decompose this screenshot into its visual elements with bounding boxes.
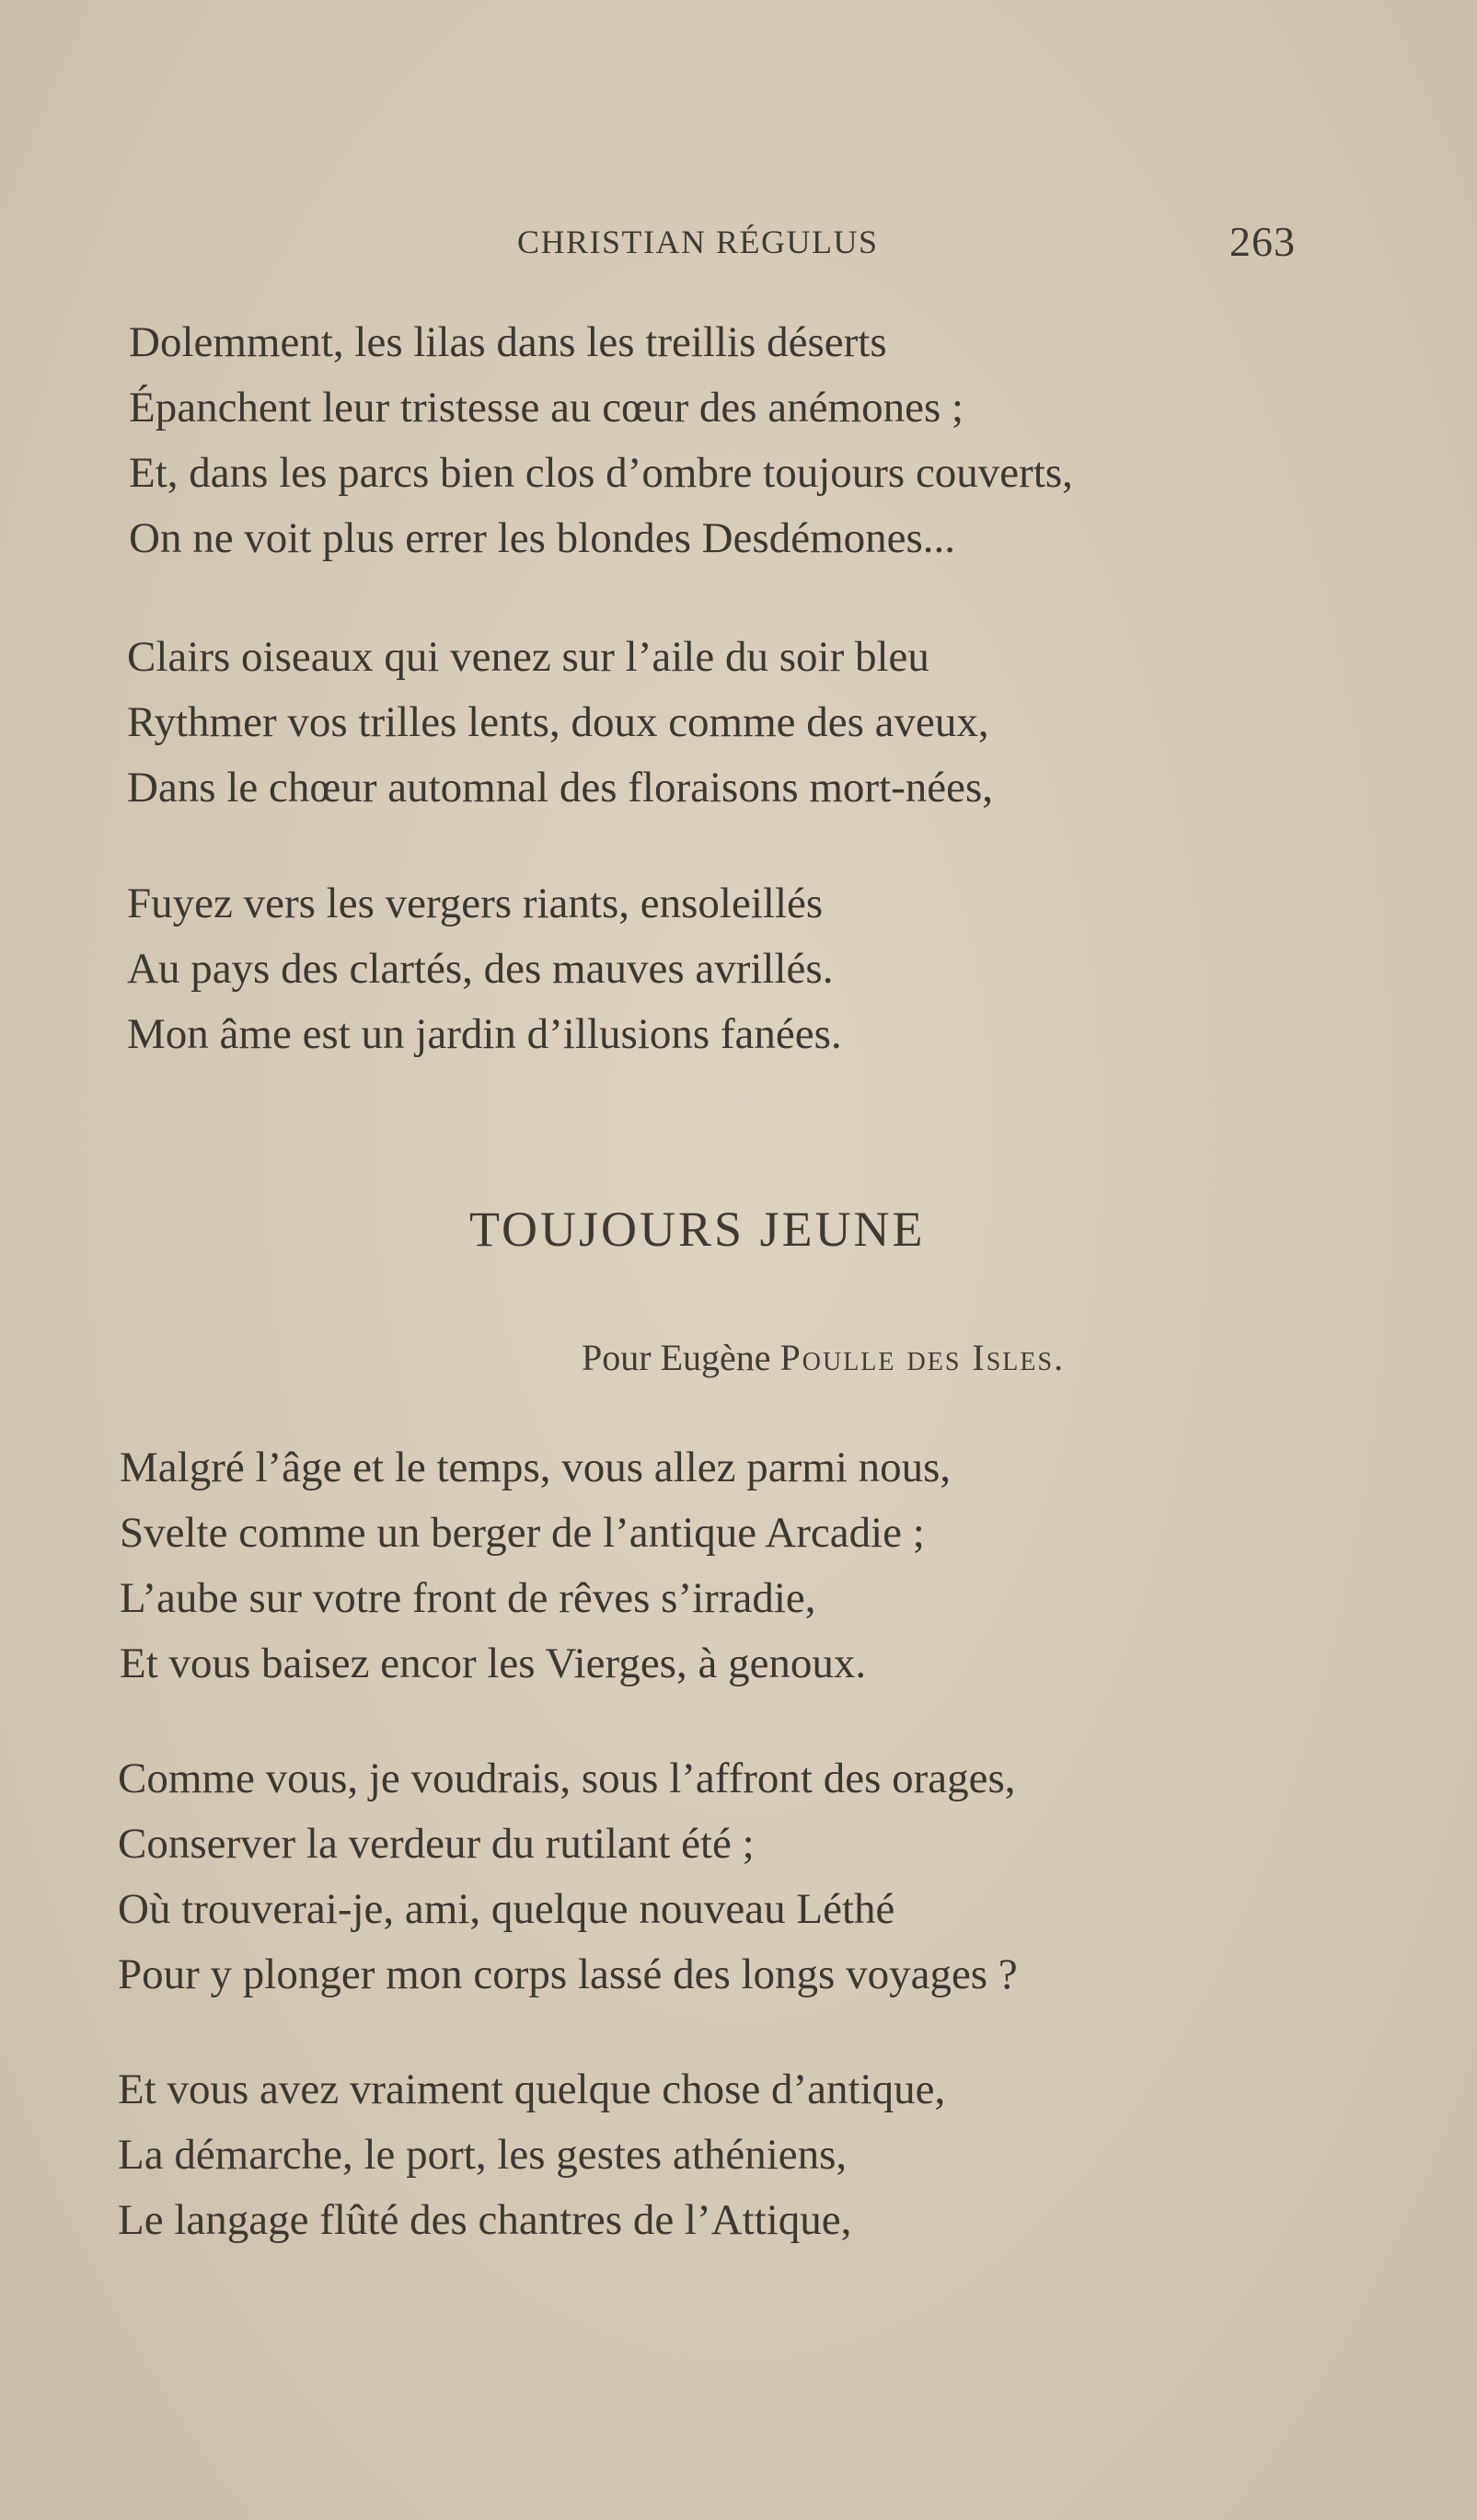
verse-line: Rythmer vos trilles lents, doux comme des aveux, — [127, 698, 989, 746]
verse-line: Dans le chœur automnal des floraisons mort-nées, — [127, 764, 994, 811]
verse-line: Comme vous, je voudrais, sous l’affront des orages, — [118, 1755, 1016, 1802]
stanza-3 — [127, 871, 842, 1067]
verse-line: Dolemment, les lilas dans les treillis déserts — [129, 318, 887, 366]
poem-title: TOUJOURS JEUNE — [469, 1202, 926, 1257]
verse-line: Malgré l’âge et le temps, vous allez parmi nous, — [120, 1444, 952, 1491]
verse-line: Svelte comme un berger de l’antique Arcadie ; — [120, 1509, 925, 1557]
stanza-2 — [127, 625, 993, 821]
dedication-prefix: Pour Eugène — [582, 1337, 780, 1378]
verse-line: Pour y plonger mon corps lassé des longs voyages ? — [118, 1950, 1018, 1998]
page-number: 263 — [1229, 218, 1296, 265]
verse-line: Épanchent leur tristesse au cœur des anémones ; — [129, 384, 964, 432]
stanza-6 — [118, 2057, 945, 2253]
stanza-4 — [120, 1435, 951, 1697]
verse-line: Mon âme est un jardin d’illusions fanées. — [127, 1010, 842, 1058]
verse-line: L’aube sur votre front de rêves s’irradie, — [120, 1574, 816, 1622]
stanza-5 — [118, 1746, 1018, 2008]
verse-line: On ne voit plus errer les blondes Desdémones... — [129, 514, 956, 562]
dedication — [582, 1336, 1065, 1379]
verse-line: Conserver la verdeur du rutilant été ; — [118, 1820, 755, 1868]
verse-line: Le langage flûté des chantres de l’Attique, — [118, 2196, 852, 2244]
verse-line: Et vous baisez encor les Vierges, à genoux. — [120, 1640, 867, 1687]
verse-line: Fuyez vers les vergers riants, ensoleillés — [127, 880, 824, 927]
page-header — [0, 218, 1477, 278]
running-title: CHRISTIAN RÉGULUS — [517, 224, 879, 260]
dedication-name: Poulle des Isles. — [779, 1337, 1066, 1378]
verse-line: Où trouverai-je, ami, quelque nouveau Léthé — [118, 1885, 895, 1933]
verse-line: Au pays des clartés, des mauves avrillés. — [127, 945, 834, 993]
verse-line: Et vous avez vraiment quelque chose d’antique, — [118, 2065, 946, 2113]
verse-line: La démarche, le port, les gestes athéniens, — [118, 2131, 848, 2179]
stanza-1 — [129, 310, 1073, 571]
verse-line: Clairs oiseaux qui venez sur l’aile du soir bleu — [127, 633, 929, 681]
verse-line: Et, dans les parcs bien clos d’ombre toujours couverts, — [129, 449, 1073, 497]
